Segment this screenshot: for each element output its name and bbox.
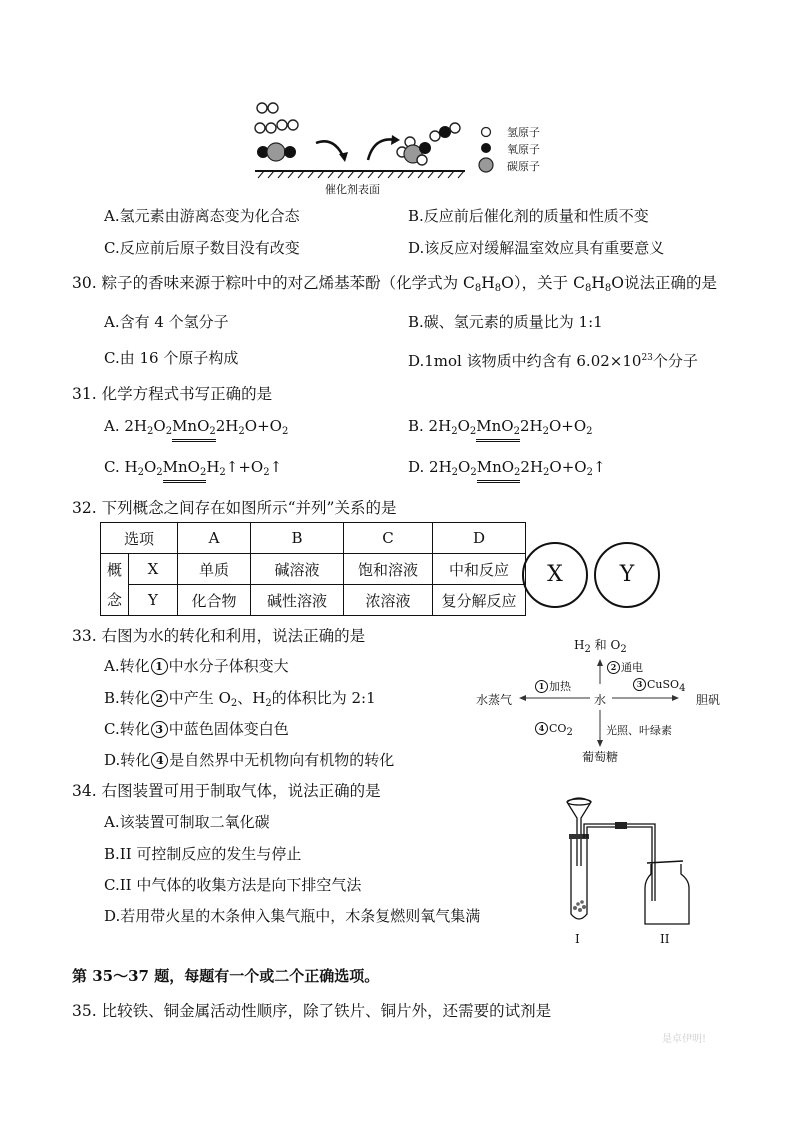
q30-stem: 30. 粽子的香味来源于粽叶中的对乙烯基苯酚（化学式为 $C_8H_8O$），关于 $C_8H_8O$说法正确的是 (72, 274, 717, 294)
apparatus-label-ii: II (660, 932, 670, 946)
q29-option-a: A.氢元素由游离态变为化合态 (104, 207, 300, 225)
q34-option-d: D.若用带火星的木条伸入集气瓶中，木条复燃则氧气集满 (104, 907, 481, 925)
q31-option-c: C. $H_2O_2MnO_2H_2↑+O_2↑$ (104, 457, 282, 483)
table-cell: 单质 (178, 554, 251, 585)
circle-x: X (522, 542, 588, 608)
legend-hydrogen: 氢原子 (507, 126, 540, 139)
table-cell: Y (129, 585, 178, 616)
table-header-cell: A (178, 523, 251, 554)
q33-option-b: B.转化 2 中产生 $O_2$、$H_2$的体积比为 2:1 (104, 689, 376, 709)
diagram-water: 水 (594, 693, 607, 707)
section-heading: 第 35～37 题，每题有一个或二个正确选项。 (72, 967, 380, 985)
surface-label: 催化剂表面 (325, 183, 380, 196)
watermark: 是卓伊明! (662, 1034, 707, 1045)
q30-option-c: C.由 16 个原子构成 (104, 349, 239, 367)
arrow-2-label: 2 通电 (606, 659, 643, 675)
q30-option-a: A.含有 4 个氢分子 (104, 313, 229, 331)
table-cell: 碱性溶液 (251, 585, 344, 616)
diagram-glucose: 葡萄糖 (582, 750, 619, 764)
arrow-1-label: 1 加热 (534, 678, 571, 694)
table-row (101, 585, 526, 616)
arrow-4-label: 4 $CO_2$ (534, 722, 573, 738)
arrow-3-label: 3 CuSO$_4$ (632, 678, 685, 694)
table-cell: 碱溶液 (251, 554, 344, 585)
q29-option-d: D.该反应对缓解温室效应具有重要意义 (408, 239, 665, 257)
diagram-steam: 水蒸气 (476, 693, 513, 707)
q29-option-b: B.反应前后催化剂的质量和性质不变 (408, 207, 649, 225)
circle-y: Y (594, 542, 660, 608)
apparatus-label-i: I (575, 932, 580, 946)
q34-option-a: A.该装置可制取二氧化碳 (104, 813, 270, 831)
table-cell: 饱和溶液 (344, 554, 433, 585)
q31-option-a: A. $2H_2O_2MnO_22H_2O+O_2$ (104, 416, 288, 442)
legend-oxygen: 氧原子 (507, 143, 540, 156)
table-cell: X (129, 554, 178, 585)
table-cell: 复分解反应 (433, 585, 526, 616)
q33-option-c: C.转化 3 中蓝色固体变白色 (104, 720, 289, 738)
q34-option-b: B.II 可控制反应的发生与停止 (104, 845, 302, 863)
diagram-top: $H_2$ 和 $O_2$ (574, 638, 627, 655)
table-cell: 浓溶液 (344, 585, 433, 616)
table-header-cell: D (433, 523, 526, 554)
row-label-cell: 概念 (101, 554, 129, 616)
q31-option-d: D. $2H_2O_2MnO_22H_2O+O_2↑$ (408, 457, 606, 483)
diagram-blue-vitriol: 胆矾 (696, 693, 721, 707)
gas-apparatus-figure (555, 796, 715, 928)
q32-stem: 32. 下列概念之间存在如图所示“并列”关系的是 (72, 499, 397, 517)
table-row (101, 523, 526, 554)
legend-carbon: 碳原子 (507, 160, 540, 173)
table-header-cell: C (344, 523, 433, 554)
arrow-5-label: 光照、叶绿素 (606, 724, 672, 737)
q30-option-d: D.1mol 该物质中约含有 $6.02\times 10^{23}$个分子 (408, 352, 698, 370)
table-header-cell: 选项 (101, 523, 178, 554)
q35-stem: 35. 比较铁、铜金属活动性顺序，除了铁片、铜片外，还需要的试剂是 (72, 1002, 552, 1020)
q33-stem: 33. 右图为水的转化和利用，说法正确的是 (72, 627, 366, 645)
q30-option-b: B.碳、氢元素的质量比为 1:1 (408, 313, 603, 331)
water-conversion-diagram (474, 634, 734, 768)
table-cell: 中和反应 (433, 554, 526, 585)
table-row (101, 554, 526, 585)
q31-stem: 31. 化学方程式书写正确的是 (72, 385, 273, 403)
q33-option-d: D.转化 4 是自然界中无机物向有机物的转化 (104, 751, 395, 769)
q34-option-c: C.II 中气体的收集方法是向下排空气法 (104, 876, 362, 894)
table-header-cell: B (251, 523, 344, 554)
table-cell: 化合物 (178, 585, 251, 616)
q31-option-b: B. $2H_2O_2MnO_22H_2O+O_2$ (408, 416, 593, 442)
q32-options-table (100, 522, 526, 616)
q29-option-c: C.反应前后原子数目没有改变 (104, 239, 300, 257)
q34-stem: 34. 右图装置可用于制取气体，说法正确的是 (72, 782, 381, 800)
q33-option-a: A.转化 1 中水分子体积变大 (104, 657, 289, 675)
